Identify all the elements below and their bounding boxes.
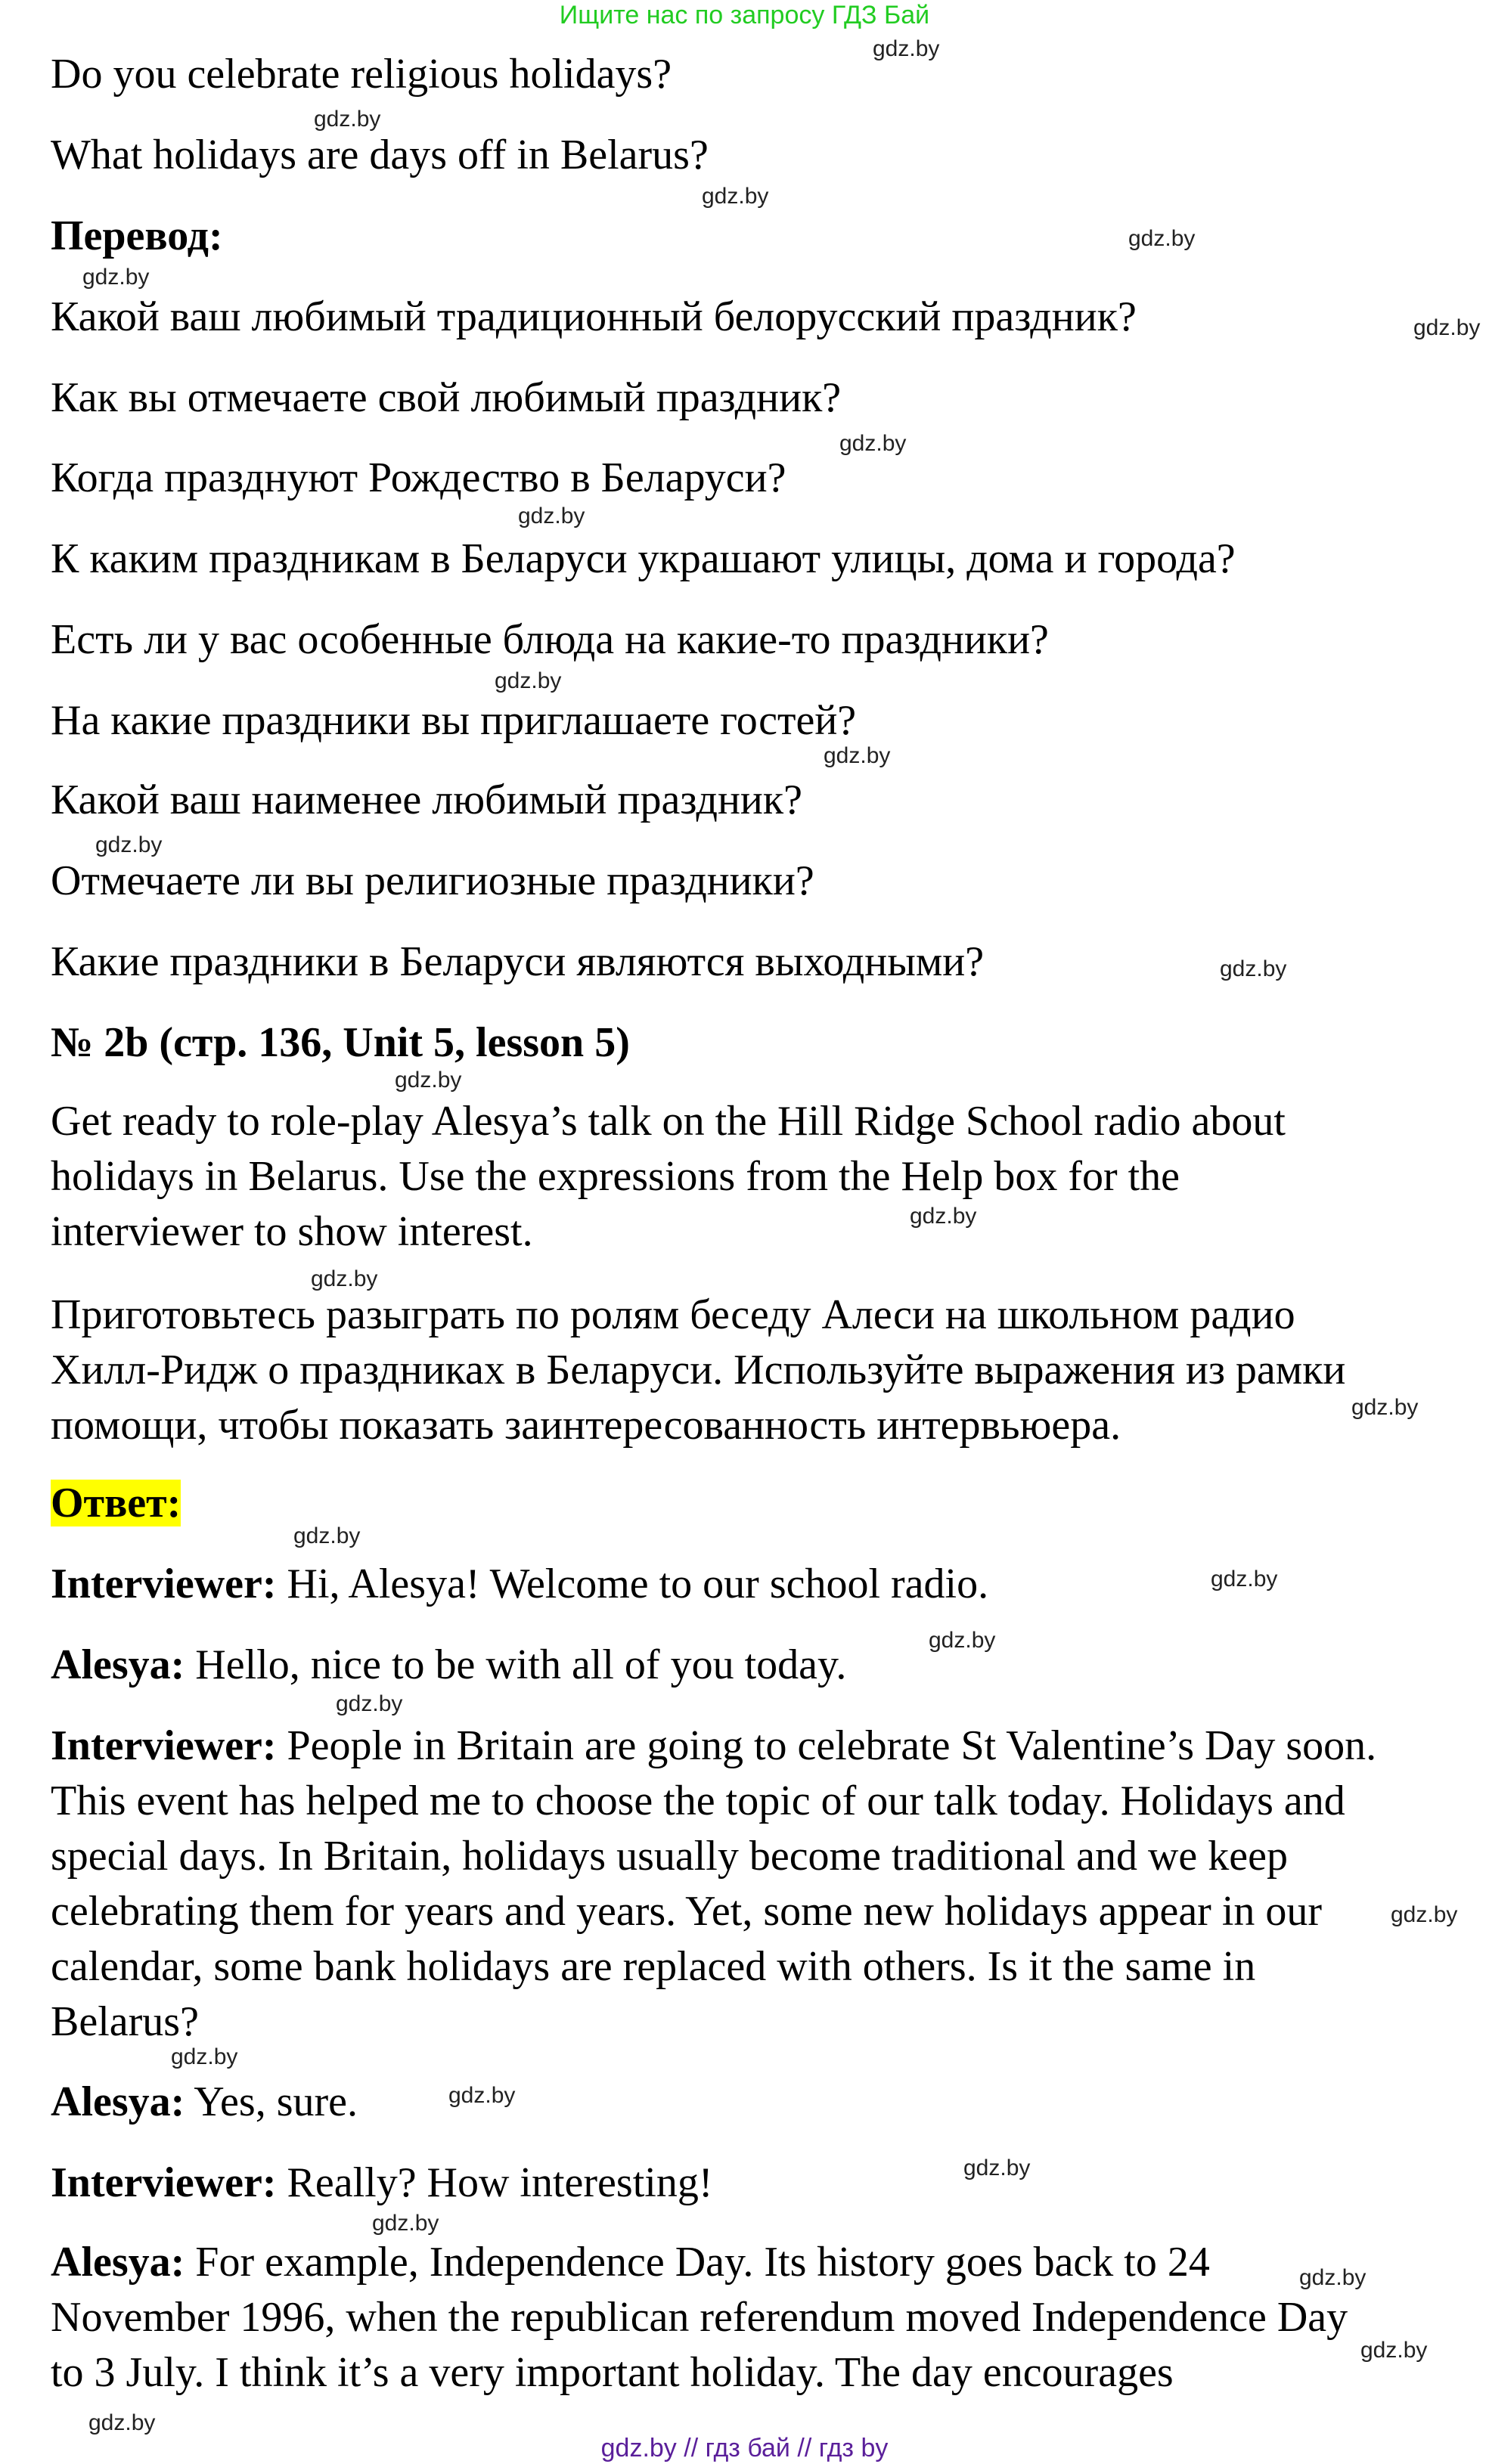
watermark: gdz.by — [702, 184, 769, 209]
watermark: gdz.by — [839, 431, 907, 456]
question-en: What holidays are days off in Belarus? — [51, 132, 709, 178]
speaker: Alesya: — [51, 2078, 185, 2125]
question-ru: К каким праздникам в Беларуси украшают улицы, дома и города? — [51, 535, 1236, 582]
watermark: gdz.by — [336, 1691, 403, 1716]
task-text-en: Get ready to role-play Alesya’s talk on the Hill Ridge School radio about holidays in Belarus. Use the expressions from the Help box for the interviewer to show interest. — [51, 1098, 1286, 1255]
watermark: gdz.by — [873, 36, 940, 61]
watermark: gdz.by — [1360, 2338, 1428, 2363]
line-text: People in Britain are going to celebrate St Valentine’s Day soon. This event has helped me to choose the topic of our talk today. Holidays and special days. In Britain, holidays usually become traditional and we keep celebrating them for years and years. Yet, some new holidays appear in our calendar, some bank holidays are replaced with others. Is it the same in Belarus? — [51, 1722, 1377, 2045]
question-en: Do you celebrate religious holidays? — [51, 51, 672, 98]
watermark: gdz.by — [1391, 1902, 1458, 1927]
watermark: gdz.by — [82, 265, 150, 290]
translation-heading: Перевод: — [51, 212, 223, 259]
line-text: Really? How interesting! — [276, 2159, 713, 2206]
watermark: gdz.by — [495, 668, 562, 693]
line-text: Yes, sure. — [185, 2078, 358, 2125]
watermark: gdz.by — [929, 1628, 996, 1653]
watermark: gdz.by — [448, 2083, 516, 2108]
watermark: gdz.by — [395, 1068, 462, 1093]
dialogue-line — [51, 2156, 1397, 2211]
answer-heading-row — [51, 1476, 1397, 1531]
search-banner[interactable]: Ищите нас по запросу ГДЗ Бай — [559, 1, 930, 29]
watermark: gdz.by — [1351, 1395, 1419, 1420]
question-ru: Какие праздники в Беларуси являются выходными? — [51, 938, 985, 985]
watermark: gdz.by — [311, 1266, 378, 1291]
task-text-ru: Приготовьтесь разыграть по ролям беседу Алеси на школьном радио Хилл-Ридж о праздниках в Беларуси. Используйте выражения из рамки помощи, чтобы показать заинтересованность интервьюера. — [51, 1291, 1346, 1449]
watermark: gdz.by — [518, 504, 585, 528]
speaker: Interviewer: — [51, 1722, 277, 1769]
footer-links[interactable]: gdz.by // гдз бай // гдз by — [600, 2434, 889, 2462]
question-ru: Какой ваш любимый традиционный белорусский праздник? — [51, 293, 1137, 340]
speaker: Interviewer: — [51, 2159, 277, 2206]
watermark: gdz.by — [314, 107, 381, 132]
watermark: gdz.by — [171, 2044, 238, 2069]
question-ru: Отмечаете ли вы религиозные праздники? — [51, 857, 814, 904]
dialogue-line — [51, 2235, 1351, 2400]
watermark: gdz.by — [95, 832, 163, 857]
question-ru: Какой ваш наименее любимый праздник? — [51, 776, 802, 823]
question-ru: Когда празднуют Рождество в Беларуси? — [51, 454, 786, 501]
dialogue-line — [51, 1719, 1389, 2050]
watermark: gdz.by — [1299, 2265, 1366, 2290]
watermark: gdz.by — [910, 1204, 977, 1229]
question-ru: Есть ли у вас особенные блюда на какие-то праздники? — [51, 616, 1049, 663]
watermark: gdz.by — [963, 2156, 1031, 2180]
watermark: gdz.by — [88, 2410, 156, 2435]
watermark: gdz.by — [1128, 226, 1196, 251]
speaker: Interviewer: — [51, 1561, 277, 1607]
question-ru: На какие праздники вы приглашаете гостей? — [51, 697, 857, 744]
dialogue-line — [51, 2075, 1397, 2130]
line-text: For example, Independence Day. Its history goes back to 24 November 1996, when the republican referendum moved Independence Day to 3 July. I think it’s a very important holiday. The day encourages — [51, 2239, 1348, 2396]
watermark: gdz.by — [1211, 1567, 1278, 1592]
watermark: gdz.by — [1220, 956, 1287, 981]
line-text: Hi, Alesya! Welcome to our school radio. — [276, 1561, 989, 1607]
dialogue-line — [51, 1557, 1397, 1612]
task-heading: № 2b (стр. 136, Unit 5, lesson 5) — [51, 1019, 630, 1066]
speaker: Alesya: — [51, 1641, 185, 1688]
watermark: gdz.by — [293, 1523, 361, 1548]
watermark: gdz.by — [824, 743, 891, 768]
dialogue-line — [51, 1638, 1397, 1693]
speaker: Alesya: — [51, 2239, 185, 2286]
question-ru: Как вы отмечаете свой любимый праздник? — [51, 374, 842, 421]
answer-heading: Ответ: — [51, 1480, 181, 1526]
line-text: Hello, nice to be with all of you today. — [185, 1641, 847, 1688]
watermark: gdz.by — [372, 2211, 439, 2236]
watermark: gdz.by — [1413, 315, 1481, 340]
